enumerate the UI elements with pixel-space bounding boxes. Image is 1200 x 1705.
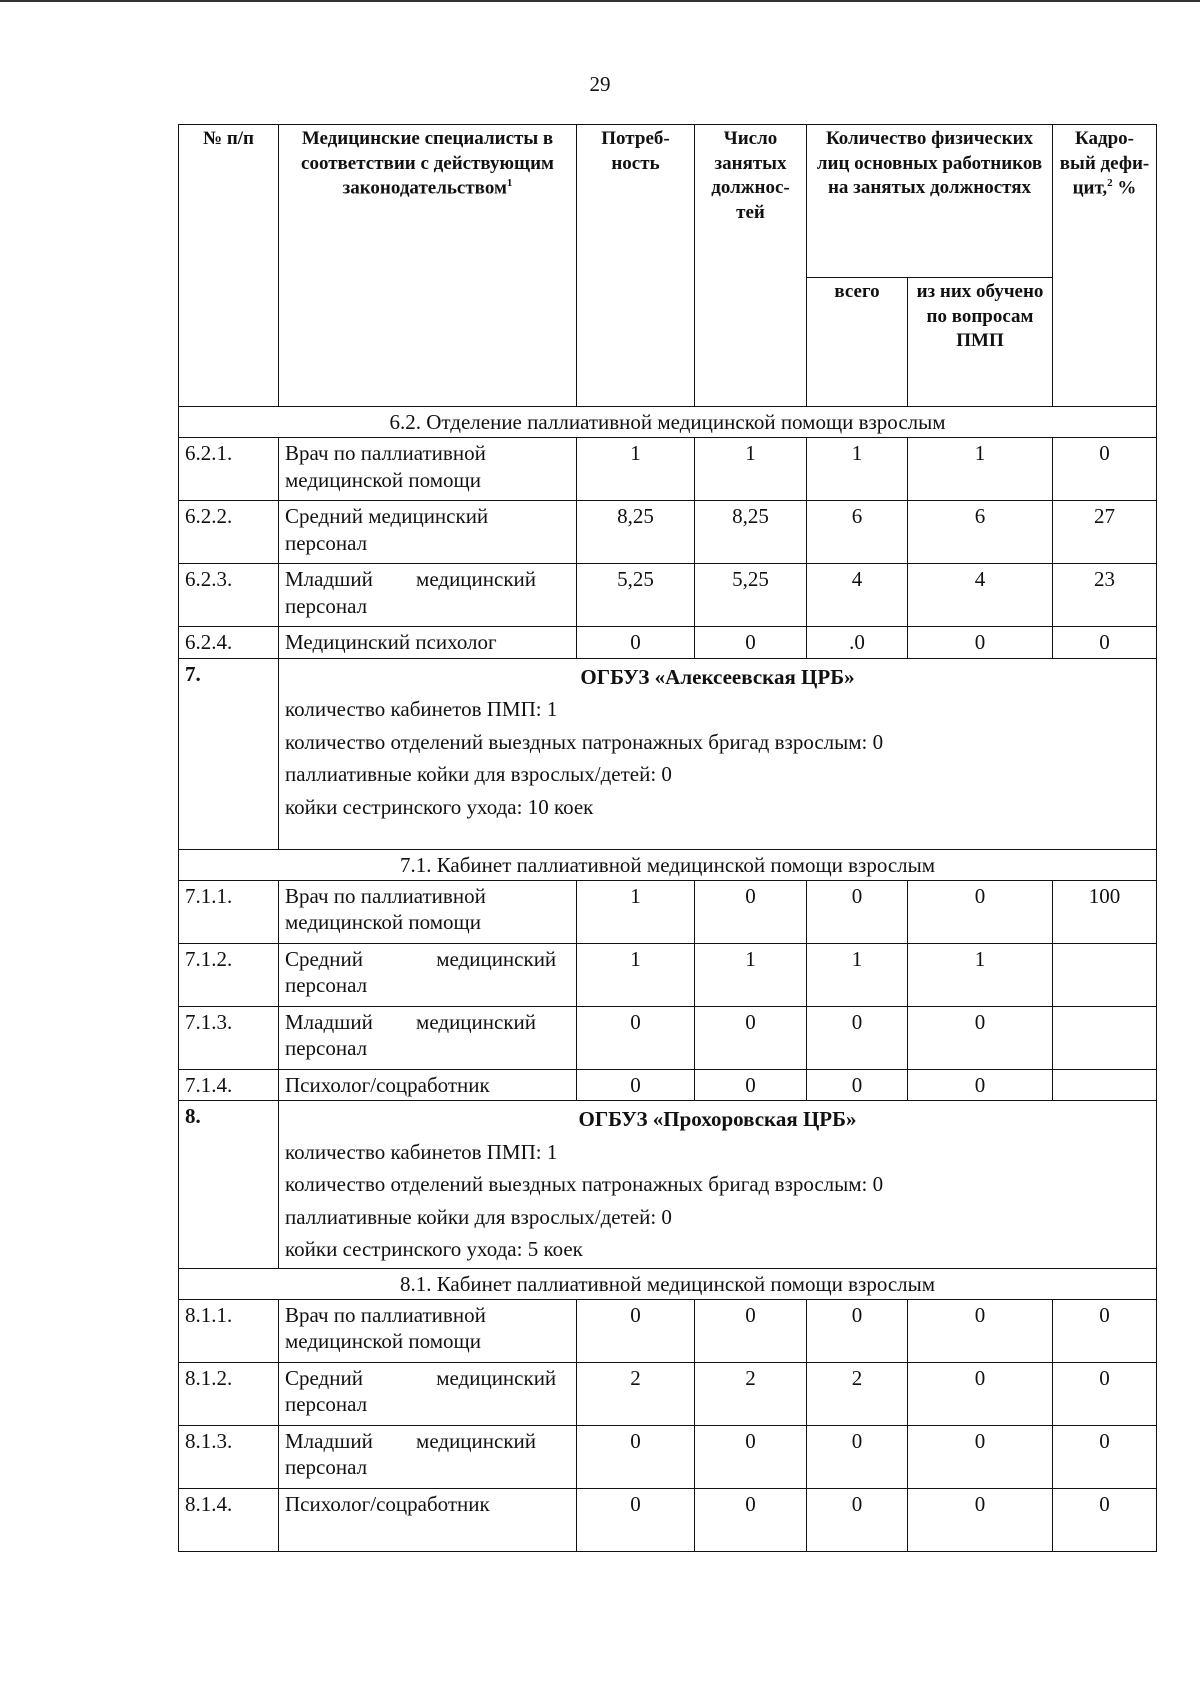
org-line: паллиативные койки для взрослых/детей: 0: [285, 1204, 672, 1229]
row-num: 6.2.2.: [179, 501, 279, 564]
row-trained: 0: [908, 1299, 1053, 1362]
table-row: [179, 501, 1157, 564]
header-deficit: Кадро- вый дефи- цит,$^2$ %: [1053, 125, 1157, 407]
row-deficit: [1053, 943, 1157, 1006]
row-deficit: 100: [1053, 880, 1157, 943]
row-trained: 0: [908, 1488, 1053, 1551]
row-num: 7.1.2.: [179, 943, 279, 1006]
row-num: 6.2.3.: [179, 564, 279, 627]
row-need: 1: [577, 438, 695, 501]
row-num: 8.1.3.: [179, 1425, 279, 1488]
row-total: 0: [807, 1425, 908, 1488]
section-title-8-1: 8.1. Кабинет паллиативной медицинской помощи взрослым: [179, 1268, 1157, 1299]
row-num: 8.1.2.: [179, 1362, 279, 1425]
row-occupied: 0: [695, 880, 807, 943]
row-specialist: Врач по паллиативной медицинской помощи: [279, 438, 577, 501]
header-row: [179, 125, 1157, 278]
row-total: 0: [807, 880, 908, 943]
row-specialist: Средний медицинский персонал: [279, 501, 577, 564]
org-title: ОГБУЗ «Прохоровская ЦРБ»: [578, 1107, 857, 1131]
section-row: [179, 1268, 1157, 1299]
row-deficit: 0: [1053, 438, 1157, 501]
row-total: 1: [807, 438, 908, 501]
table-row: [179, 943, 1157, 1006]
row-num: 8.1.4.: [179, 1488, 279, 1551]
org-title: ОГБУЗ «Алексеевская ЦРБ»: [580, 664, 855, 689]
row-need: 5,25: [577, 564, 695, 627]
row-specialist: Младший медицинский персонал: [279, 1425, 577, 1488]
table-row: [179, 1006, 1157, 1069]
page-number: 29: [589, 72, 611, 96]
row-need: 1: [577, 943, 695, 1006]
row-deficit: 0: [1053, 1488, 1157, 1551]
row-num: 6.2.4.: [179, 627, 279, 658]
row-trained: 0: [908, 880, 1053, 943]
row-trained: 0: [908, 1362, 1053, 1425]
org-num: 8.: [179, 1101, 279, 1269]
header-need: Потреб- ность: [577, 125, 695, 407]
row-occupied: 0: [695, 1425, 807, 1488]
row-trained: 4: [908, 564, 1053, 627]
table-row: [179, 1488, 1157, 1551]
header-trained: из них обучено по вопросам ПМП: [908, 278, 1053, 407]
row-deficit: 0: [1053, 627, 1157, 658]
row-occupied: 5,25: [695, 564, 807, 627]
table-row: [179, 564, 1157, 627]
row-specialist: Средний медицинский персонал: [279, 1362, 577, 1425]
row-specialist: Младший медицинский персонал: [279, 564, 577, 627]
row-deficit: [1053, 1069, 1157, 1100]
row-total: 2: [807, 1362, 908, 1425]
row-trained: 0: [908, 627, 1053, 658]
row-need: 0: [577, 1425, 695, 1488]
row-num: 7.1.4.: [179, 1069, 279, 1100]
row-occupied: 8,25: [695, 501, 807, 564]
row-total: 0: [807, 1299, 908, 1362]
row-need: 0: [577, 1069, 695, 1100]
org-line: количество отделений выездных патронажных бригад взрослым: 0: [285, 1172, 884, 1197]
org-line: койки сестринского ухода: 5 коек: [285, 1237, 583, 1262]
row-need: 0: [577, 1006, 695, 1069]
table-row: [179, 438, 1157, 501]
row-deficit: 23: [1053, 564, 1157, 627]
row-need: 0: [577, 1488, 695, 1551]
row-occupied: 0: [695, 1006, 807, 1069]
row-specialist: Врач по паллиативной медицинской помощи: [279, 880, 577, 943]
org-line: количество отделений выездных патронажных бригад взрослым: 0: [285, 729, 884, 754]
row-need: 2: [577, 1362, 695, 1425]
row-total: .0: [807, 627, 908, 658]
table-row: [179, 627, 1157, 658]
header-specialists: Медицинские специалисты в соответствии с действующим законодательством$^1$: [279, 125, 577, 407]
staffing-table: [178, 124, 1157, 1552]
org-row: [179, 658, 1157, 849]
row-deficit: [1053, 1006, 1157, 1069]
row-specialist: Младший медицинский персонал: [279, 1006, 577, 1069]
row-specialist: Средний медицинский персонал: [279, 943, 577, 1006]
row-total: 0: [807, 1069, 908, 1100]
row-specialist: Психолог/соцработник: [279, 1488, 577, 1551]
row-specialist: Врач по паллиативной медицинской помощи: [279, 1299, 577, 1362]
org-line: койки сестринского ухода: 10 коек: [285, 794, 594, 819]
row-deficit: 27: [1053, 501, 1157, 564]
org-line: количество кабинетов ПМП: 1: [285, 697, 558, 722]
table-row: [179, 1299, 1157, 1362]
org-line: паллиативные койки для взрослых/детей: 0: [285, 762, 672, 787]
header-num: № п/п: [179, 125, 279, 407]
row-specialist: Психолог/соцработник: [279, 1069, 577, 1100]
row-deficit: 0: [1053, 1299, 1157, 1362]
row-specialist: Медицинский психолог: [279, 627, 577, 658]
section-row: [179, 407, 1157, 438]
row-trained: 1: [908, 943, 1053, 1006]
row-num: 8.1.1.: [179, 1299, 279, 1362]
scan-top-edge: [0, 0, 1200, 2]
row-total: 0: [807, 1006, 908, 1069]
row-trained: 0: [908, 1425, 1053, 1488]
row-trained: 1: [908, 438, 1053, 501]
row-deficit: 0: [1053, 1425, 1157, 1488]
row-occupied: 1: [695, 438, 807, 501]
table-row: [179, 880, 1157, 943]
section-row: [179, 849, 1157, 880]
table-row: [179, 1362, 1157, 1425]
row-num: 7.1.1.: [179, 880, 279, 943]
section-title-6-2: 6.2. Отделение паллиативной медицинской помощи взрослым: [179, 407, 1157, 438]
section-title-7-1: 7.1. Кабинет паллиативной медицинской помощи взрослым: [179, 849, 1157, 880]
row-occupied: 0: [695, 1488, 807, 1551]
row-occupied: 0: [695, 627, 807, 658]
row-need: 0: [577, 627, 695, 658]
row-trained: 6: [908, 501, 1053, 564]
row-need: 1: [577, 880, 695, 943]
row-occupied: 2: [695, 1362, 807, 1425]
row-trained: 0: [908, 1069, 1053, 1100]
row-total: 4: [807, 564, 908, 627]
row-total: 0: [807, 1488, 908, 1551]
row-occupied: 1: [695, 943, 807, 1006]
org-num: 7.: [179, 658, 279, 849]
row-total: 6: [807, 501, 908, 564]
row-trained: 0: [908, 1006, 1053, 1069]
table-row: [179, 1425, 1157, 1488]
row-total: 1: [807, 943, 908, 1006]
row-num: 7.1.3.: [179, 1006, 279, 1069]
org-row: [179, 1101, 1157, 1269]
row-need: 8,25: [577, 501, 695, 564]
row-occupied: 0: [695, 1069, 807, 1100]
header-total: всего: [807, 278, 908, 407]
table-row: [179, 1069, 1157, 1100]
org-info: [279, 1101, 1157, 1269]
header-occupied: Число занятых должнос- тей: [695, 125, 807, 407]
org-info: [279, 658, 1157, 849]
row-need: 0: [577, 1299, 695, 1362]
row-occupied: 0: [695, 1299, 807, 1362]
row-num: 6.2.1.: [179, 438, 279, 501]
header-persons: Количество физических лиц основных работников на занятых должностях: [807, 125, 1053, 278]
org-line: количество кабинетов ПМП: 1: [285, 1139, 558, 1164]
row-deficit: 0: [1053, 1362, 1157, 1425]
